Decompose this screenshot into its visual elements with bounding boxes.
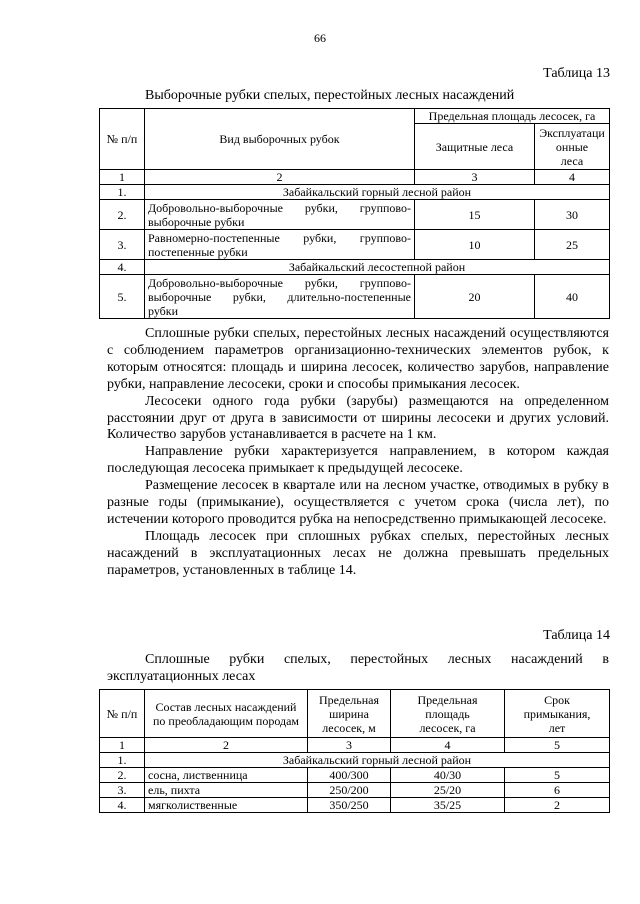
header-width: Предельная ширина лесосек, м (308, 690, 391, 738)
table-row: 2. сосна, лиственница 400/300 40/30 5 (100, 768, 610, 783)
table-13-label: Таблица 13 (543, 66, 610, 81)
header-cut-type: Вид выборочных рубок (145, 109, 415, 170)
header-area: Предельная площадь лесосек, га (391, 690, 505, 738)
header-protective: Защитные леса (415, 124, 535, 170)
table-row: 1. Забайкальский горный лесной район (100, 753, 610, 768)
cut-type-cell: Добровольно-выборочные рубки, группово- выборочные рубки (145, 200, 415, 230)
index-row: 1 2 3 4 5 (100, 738, 610, 753)
paragraph: Площадь лесосек при сплошных рубках спелых, перестойных лесных насаждений в эксплуатационных лесах не должна превышать предельных параметров, установленных в таблице 14. (107, 528, 609, 578)
table-row: 5. Добровольно-выборочные рубки, группово- выборочные рубки, длительно-постепенные рубки 20 40 (100, 275, 610, 319)
table-row: 4. мягколиственные 350/250 35/25 2 (100, 798, 610, 813)
header-row (100, 690, 610, 738)
table-14-label: Таблица 14 (543, 628, 610, 643)
header-composition: Состав лесных насаждений по преобладающим породам (145, 690, 308, 738)
header-exploitation: Эксплуатаци онные леса (535, 124, 610, 170)
body-text (107, 326, 609, 580)
header-num: № п/п (100, 690, 145, 738)
header-term: Срок примыкания, лет (505, 690, 610, 738)
table-14 (99, 689, 610, 813)
paragraph: Лесосеки одного года рубки (зарубы) размещаются на определенном расстоянии друг от друга в зависимости от ширины лесосеки и других условий. Количество зарубов устанавливается в расчете на 1 км. (107, 393, 609, 443)
section-title: Забайкальский горный лесной район (145, 753, 610, 768)
table-row: 3. Равномерно-постепенные рубки, группово- постепенные рубки 10 25 (100, 230, 610, 260)
paragraph: Сплошные рубки спелых, перестойных лесных насаждений осуществляются с соблюдением параметров организационно-технических элементов рубок, к которым относятся: площадь и ширина лесосек, количество зарубов, направление рубки, направление лесосеки, сроки и способы примыкания лесосек. (107, 326, 609, 392)
table-row: 1. Забайкальский горный лесной район (100, 185, 610, 200)
page-number: 66 (314, 31, 326, 45)
paragraph: Размещение лесосек в квартале или на лесном участке, отводимых в рубку в разные годы (примыкание), осуществляется с учетом срока (числа лет), по истечении которого проводится рубка на непосредственно примыкающей лесосеке. (107, 478, 609, 527)
table-row: 3. ель, пихта 250/200 25/20 6 (100, 783, 610, 798)
table-13 (99, 108, 610, 319)
index-row: 1 2 3 4 (100, 170, 610, 185)
cut-type-cell: Равномерно-постепенные рубки, группово- постепенные рубки (145, 230, 415, 260)
cut-type-cell: Добровольно-выборочные рубки, группово- выборочные рубки, длительно-постепенные рубки (145, 275, 415, 319)
table-row: 4. Забайкальский лесостепной район (100, 260, 610, 275)
section-title: Забайкальский лесостепной район (145, 260, 610, 275)
header-num: № п/п (100, 109, 145, 170)
paragraph: Направление рубки характеризуется направлением, в котором каждая последующая лесосека примыкает к предыдущей лесосеке. (107, 444, 609, 477)
table-row: 2. Добровольно-выборочные рубки, группово- выборочные рубки 15 30 (100, 200, 610, 230)
table-14-caption: Сплошные рубки спелых, перестойных лесных насаждений в эксплуатационных лесах (107, 652, 609, 684)
section-title: Забайкальский горный лесной район (145, 185, 610, 200)
table-13-caption: Выборочные рубки спелых, перестойных лесных насаждений (145, 88, 515, 103)
header-area-group: Предельная площадь лесосек, га (415, 109, 610, 124)
